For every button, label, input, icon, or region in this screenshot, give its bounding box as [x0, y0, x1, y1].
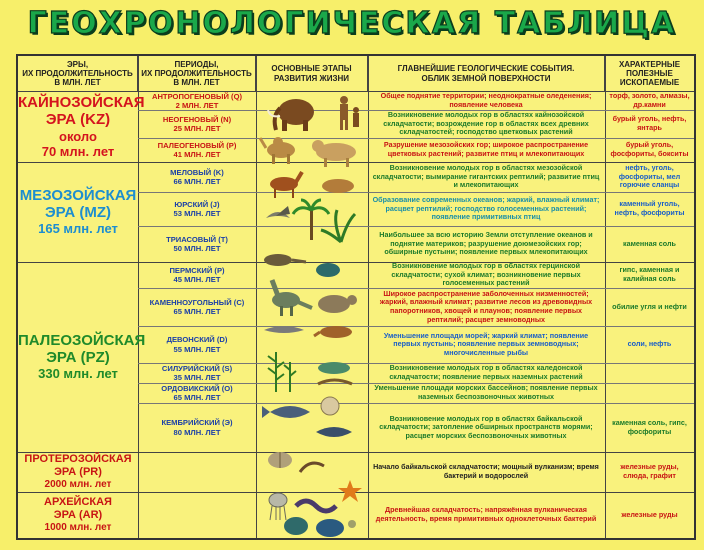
resource-cell: бурый уголь, фосфориты, бокситы: [610, 140, 689, 158]
resource-cell: каменная соль: [623, 238, 676, 248]
page-title: ГЕОХРОНОЛОГИЧЕСКАЯ ТАБЛИЦА: [27, 6, 677, 41]
mammoth-icon: [268, 99, 314, 131]
era-archean: [18, 492, 138, 538]
event-cell: Возникновение молодых гор в областях мезозойской складчатости; вымирание гигантских рептилий; развитие птиц и млекопитающих: [372, 163, 600, 190]
row-divider: [138, 383, 694, 384]
period-cell: [138, 262, 256, 288]
period-duration: 53 МЛН. ЛЕТ: [173, 209, 221, 218]
era-name: КАЙНОЗОЙСКАЯ ЭРА (KZ): [18, 94, 145, 129]
header-events: ГЛАВНЕЙШИЕ ГЕОЛОГИЧЕСКИЕ СОБЫТИЯ. ОБЛИК ЗЕМНОЙ ПОВЕРХНОСТИ: [368, 56, 605, 92]
era-proterozoic: [18, 452, 138, 492]
resource-cell: каменный уголь, нефть, фосфориты: [614, 199, 685, 217]
resource-cell: бурый уголь, нефть, янтарь: [612, 114, 687, 132]
period-cell: [138, 138, 256, 162]
event-cell: Возникновение молодых гор в областях байкальской складчатости; затопление обширных пространств морями; расцвет морских беспозвоночных животных: [379, 413, 593, 440]
event-cell: Широкое распространение заболоченных низменностей; жаркий, влажный климат; развитие лесов из древовидных папоротников, хвощей и плаунов; появление первых рептилий; расцвет земноводных: [379, 288, 593, 324]
resource-cell: соли, нефть: [627, 339, 672, 349]
bird-icon: [266, 206, 290, 218]
row-divider: [138, 226, 694, 227]
period-name: ОРДОВИКСКИЙ (O): [161, 383, 233, 393]
period-name: ТРИАСОВЫЙ (T): [166, 234, 228, 244]
fish-icon: [262, 397, 352, 437]
period-cell: [138, 92, 256, 110]
period-name: МЕЛОВЫЙ (K): [170, 167, 224, 177]
resource-cell: [605, 383, 694, 403]
period-name: НЕОГЕНОВЫЙ (N): [162, 114, 232, 124]
resource-cell: железные руды: [621, 509, 678, 519]
row-divider: [138, 288, 694, 289]
row-divider: [138, 363, 694, 364]
early-humans-icon: [340, 96, 359, 130]
header-resources: ХАРАКТЕРНЫЕ ПОЛЕЗНЫЕ ИСКОПАЕМЫЕ: [605, 56, 694, 92]
worm-icon: [296, 501, 336, 511]
event-cell: Возникновение молодых гор в областях каледонской складчатости; появление первых наземных растений: [389, 363, 583, 381]
period-duration: 45 МЛН. ЛЕТ: [173, 275, 221, 284]
resource-cell: каменная соль, гипс, фосфориты: [612, 417, 687, 436]
period-cell: [138, 288, 256, 326]
era-duration: 330 млн. лет: [38, 366, 118, 382]
reptile-icon: [264, 254, 340, 277]
period-duration: 66 МЛН. ЛЕТ: [173, 177, 221, 186]
period-duration: 65 МЛН. ЛЕТ: [173, 393, 221, 402]
header-periods: ПЕРИОДЫ, ИХ ПРОДОЛЖИТЕЛЬНОСТЬ В МЛН. ЛЕТ: [138, 56, 256, 92]
bacteria-icon: [284, 517, 356, 537]
era-duration: 2000 млн. лет: [44, 478, 112, 490]
event-cell: Возникновение молодых гор в областях герцинской складчатости; сухой климат; возникновение первых голосеменных растений: [391, 261, 581, 288]
resource-cell: обилие угля и нефти: [612, 301, 687, 311]
era-name: АРХЕЙСКАЯ ЭРА (AR): [44, 496, 112, 521]
cycad-icon: [321, 210, 355, 242]
era-name: ПАЛЕОЗОЙСКАЯ ЭРА (PZ): [18, 331, 146, 367]
era-name: МЕЗОЗОЙСКАЯ ЭРА (MZ): [19, 186, 137, 222]
period-duration: 50 МЛН. ЛЕТ: [173, 244, 221, 253]
period-name: ПАЛЕОГЕНОВЫЙ (P): [157, 140, 237, 150]
era-mesozoic: [18, 162, 138, 262]
era-paleozoic: [18, 262, 146, 452]
palm-icon: [293, 200, 329, 240]
event-cell: Уменьшение площади морей; жаркий климат; появление первых пустынь; появление первых земноводных; многочисленные рыбы: [383, 330, 589, 357]
period-cell: [138, 192, 256, 226]
saber-tooth-icon: [312, 140, 356, 167]
geochronological-table: [16, 54, 696, 540]
period-duration: 41 МЛН. ЛЕТ: [173, 150, 221, 159]
period-cell: [138, 162, 256, 192]
period-cell: [138, 326, 256, 363]
period-name: КЕМБРИЙСКИЙ (Э): [161, 418, 233, 428]
era-name: ПРОТЕРОЗОЙСКАЯ ЭРА (PR): [24, 453, 132, 478]
header-eras: ЭРЫ, ИХ ПРОДОЛЖИТЕЛЬНОСТЬ В МЛН. ЛЕТ: [18, 56, 138, 92]
event-cell: Возникновение молодых гор в областях кайнозойской складчатости; возрождение гор в областях всех древних складчатостей; господство цветковых растений: [383, 110, 589, 137]
period-duration: 65 МЛН. ЛЕТ: [173, 307, 221, 316]
row-divider: [138, 110, 694, 111]
period-duration: 25 МЛН. ЛЕТ: [173, 124, 221, 133]
dinosaur-icon: [272, 280, 357, 316]
era-duration: 165 млн. лет: [38, 221, 118, 237]
row-divider: [138, 138, 694, 139]
camel-icon: [260, 137, 295, 164]
event-cell: Наибольшее за всю историю Земли отступление океанов и поднятие материков; разрушение доюмезойских гор; обширные пустыни; появление первых млекопитающих: [379, 230, 593, 257]
period-name: ЮРСКИЙ (J): [174, 199, 220, 209]
period-name: СИЛУРИЙСКИЙ (S): [161, 363, 233, 373]
row-divider: [138, 403, 694, 404]
fern-icon: [268, 352, 352, 392]
resource-cell: гипс, каменная и калийная соль: [619, 265, 680, 283]
event-cell: Разрушение мезозойских гор; широкое распространение цветковых растений; развитие птиц и млекопитающих: [383, 140, 589, 158]
trilobite-icon: [268, 452, 324, 472]
event-cell: Начало байкальской складчатости; мощный вулканизм; время бактерий и водорослей: [373, 462, 599, 480]
life-illustrations: [256, 92, 368, 538]
period-cell: [138, 226, 256, 262]
period-name: ПЕРМСКИЙ (P): [169, 265, 225, 275]
period-duration: 35 МЛН. ЛЕТ: [173, 373, 221, 382]
event-cell: Древнейшая складчатость; напряжённая вулканическая деятельность, время примитивных одноклеточных бактерий: [375, 505, 597, 523]
period-cell: [138, 363, 256, 383]
starfish-icon: [338, 480, 362, 502]
period-name: КАМЕННОУГОЛЬНЫЙ (C): [149, 297, 245, 307]
period-cell: [138, 403, 256, 452]
period-duration: 2 МЛН. ЛЕТ: [175, 101, 219, 110]
era-duration: 1000 млн. лет: [44, 521, 112, 533]
period-name: АНТРОПОГЕНОВЫЙ (Q): [151, 91, 243, 101]
amphibian-icon: [264, 326, 352, 338]
resource-cell: железные руды, слюда, графит: [620, 462, 679, 480]
resource-cell: торф, золото, алмазы, др.камни: [609, 91, 690, 109]
period-duration: 55 МЛН. ЛЕТ: [173, 344, 221, 354]
era-duration: около 70 млн. лет: [41, 128, 115, 160]
resource-cell: нефть, уголь, фосфориты, мел горючие сланцы: [618, 163, 681, 190]
period-cell: [138, 110, 256, 138]
jellyfish-icon: [269, 493, 287, 520]
row-divider: [138, 326, 694, 327]
period-name: ДЕВОНСКИЙ (D): [166, 335, 228, 345]
period-duration: 80 МЛН. ЛЕТ: [173, 427, 221, 437]
period-cell: [138, 383, 256, 403]
event-cell: Общее поднятие территории; неоднократные оледенения; появление человека: [380, 91, 592, 109]
horse-icon: [270, 172, 354, 198]
event-cell: Уменьшение площади морских бассейнов; появление первых наземных беспозвоночных животных: [374, 383, 598, 401]
resource-cell: [605, 363, 694, 383]
row-divider: [138, 192, 694, 193]
event-cell: Образование современных океанов; жаркий, влажный климат; расцвет рептилий; господство голосеменных растений; появление примитивных птиц: [372, 195, 600, 222]
era-kainozoic: [18, 92, 145, 162]
header-life: ОСНОВНЫЕ ЭТАПЫ РАЗВИТИЯ ЖИЗНИ: [256, 56, 368, 92]
